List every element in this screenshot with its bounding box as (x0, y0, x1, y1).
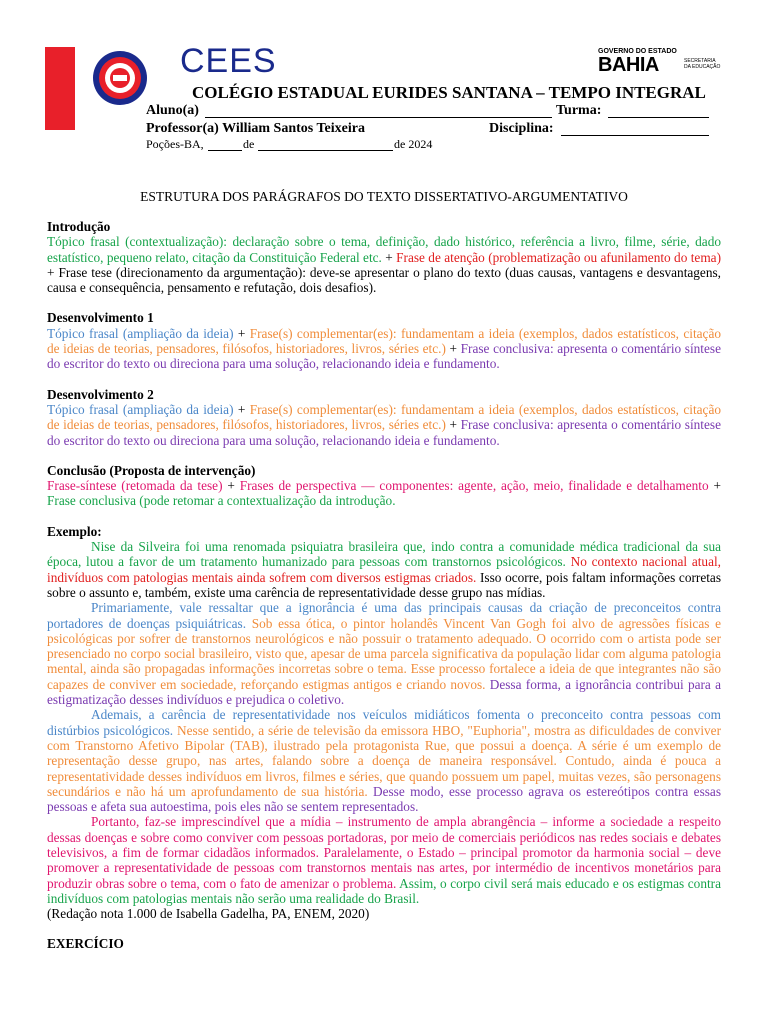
header-red-bar (45, 47, 75, 130)
intro-attention: Frase de atenção (problematização ou afunilamento do tema) (396, 249, 721, 265)
intro-heading: Introdução (47, 219, 111, 234)
dev2-paragraph (47, 402, 721, 448)
disciplina-label: Disciplina: (489, 121, 554, 136)
ex-p3-complement: Nesse sentido, a série de televisão da emissora HBO, "Euphoria", mostra as dificuldades de conviver com Transtorno Afetivo Bipolar (TAB), ilustrado pela protagonista Rue, que possui a doença. A série é um exemplo de representação desse grupo, nas artes, falando sobre a doença de maneira responsável. Contudo, ainda é pouca a representatividade desses indivíduos em livros, filmes e séries, que quando possuem um papel, muitas vezes, são personagens secundários e não há um aprofundamento de sua história. (47, 722, 721, 799)
bahia-government-logo (598, 48, 723, 78)
disciplina-input-line[interactable] (561, 135, 709, 136)
conclusion-paragraph (47, 478, 721, 509)
dev2-conclusive: Frase conclusiva: apresenta o comentário síntese do escritor do texto ou direciona para uma solução, relacionando ideia e fundamento. (47, 417, 721, 448)
secretaria-label (684, 58, 720, 70)
ex-p2-topic: Primariamente, vale ressaltar que a ignorância é uma das principais causas da criação de preconceitos contra portadores de doenças psiquiátricas. (47, 600, 721, 631)
professor-label: Professor(a) William Santos Teixeira (146, 121, 365, 136)
dev2-plus-1: + (233, 401, 250, 417)
ex-p1-contextualization: Nise da Silveira foi uma renomada psiquiatra brasileira que, indo contra a comunidade médica tradicional da sua época, lutou a favor de um tratamento humanizado para pessoas com transtornos psicológicos. (47, 539, 721, 570)
ex-p3-topic: Ademais, a carência de representatividade nos veículos midiáticos fomenta o preconceito contra pessoas com distúrbios psicológicos. (47, 707, 721, 738)
example-paragraph-2 (47, 600, 721, 707)
secretaria-line-1: SECRETARIA (684, 58, 716, 64)
date-year: de 2024 (394, 137, 433, 151)
brand-cees: CEES (180, 42, 277, 80)
conclusion-plus-2: + (708, 478, 721, 494)
intro-paragraph (47, 234, 721, 295)
date-month-line[interactable] (258, 150, 393, 151)
dev1-conclusive: Frase conclusiva: apresenta o comentário síntese do escritor do texto ou direciona para uma solução, relacionando ideia e fundamento. (47, 341, 721, 372)
date-de-1: de (243, 137, 255, 151)
example-paragraph-1 (47, 539, 721, 600)
ex-p3-conclusive: Desse modo, esse processo agrava os estereótipos contra essas pessoas e afeta sua autoestima, pois eles não se sentem representados. (47, 783, 721, 815)
secretaria-line-2: DA EDUCAÇÃO (684, 64, 721, 70)
dev1-paragraph (47, 326, 721, 372)
ex-p2-complement: Sob essa ótica, o pintor holandês Vincent Van Gogh foi alvo de agressões físicas e psicológicas por sofrer de transtornos neurológicos e não possuir o tratamento adequado. O ocorrido com o artista pode ser presenciado no corpo social brasileiro, visto que, apesar de uma parcela significativa da população lidar com alguma patologia mental, ainda são propagadas informações incorretas sobre o tema. Esse processo fortalece a ideia de que integrantes não são capazes de conviver em sociedade, reforçando estigmas antigos e criando novos. (47, 615, 721, 692)
dev2-heading: Desenvolvimento 2 (47, 386, 154, 402)
conclusion-synthesis: Frase-síntese (retomada da tese) (47, 478, 223, 494)
ex-p2-conclusive: Dessa forma, a ignorância contribui para a estigmatização desses indivíduos e prejudica o coletivo. (47, 676, 722, 708)
example-paragraph-3 (47, 707, 721, 814)
turma-input-line[interactable] (608, 117, 709, 118)
intro-thesis: Frase tese (direcionamento da argumentação): deve-se apresentar o plano do texto (duas causas, vantagens e desvantagens, causa e consequência, pensamento e refutação, dois desafios). (47, 264, 721, 296)
dev1-complement: Frase(s) complementar(es): fundamentam a ideia (exemplos, dados estatísticos, citação de ideias de teorias, pensadores, filósofos, historiadores, livros, séries etc.) (47, 325, 722, 357)
exercise-heading: EXERCÍCIO (47, 936, 124, 952)
intro-plus-2: + (47, 264, 59, 280)
example-credit: (Redação nota 1.000 de Isabella Gadelha, PA, ENEM, 2020) (47, 906, 370, 922)
ex-p1-thesis: Isso ocorre, pois faltam informações corretas sobre o assunto e, também, existe uma carência de representatividade desse grupo nas mídias. (47, 569, 722, 600)
aluno-input-line[interactable] (205, 117, 552, 118)
date-prefix: Poções-BA, (146, 137, 204, 151)
bahia-wordmark: BAHIA (598, 54, 659, 76)
aluno-label: Aluno(a) (146, 103, 199, 118)
gov-label: GOVERNO DO ESTADO (598, 48, 677, 55)
intro-topic: Tópico frasal (contextualização): declaração sobre o tema, definição, dado histórico, referência a livro, filme, série, dado estatístico, pequeno relato, citação da Constituição Federal etc. (47, 234, 721, 265)
conclusion-plus-1: + (222, 478, 240, 494)
turma-label: Turma: (556, 103, 602, 118)
school-logo-icon (92, 50, 148, 106)
page-title: ESTRUTURA DOS PARÁGRAFOS DO TEXTO DISSERTATIVO-ARGUMENTATIVO (140, 189, 628, 204)
school-name: COLÉGIO ESTADUAL EURIDES SANTANA – TEMPO INTEGRAL (192, 83, 706, 102)
dev1-topic: Tópico frasal (ampliação da ideia) (47, 325, 234, 341)
conclusion-heading: Conclusão (Proposta de intervenção) (47, 462, 256, 478)
dev2-topic: Tópico frasal (ampliação da ideia) (47, 401, 234, 417)
conclusion-perspective: Frases de perspectiva — componentes: agente, ação, meio, finalidade e detalhamento (239, 478, 709, 494)
document-body (47, 219, 721, 952)
intro-plus-1: + (381, 249, 397, 265)
example-paragraph-4 (47, 814, 721, 906)
example-heading: Exemplo: (47, 523, 102, 539)
dev2-plus-2: + (445, 417, 461, 433)
conclusion-conclusive: Frase conclusiva (pode retomar a contextualização da introdução. (47, 493, 396, 509)
ex-p4-proposal: Portanto, faz-se imprescindível que a mídia – instrumento de ampla abrangência – informe a sociedade a respeito dessas doenças e sobre como conviver com pessoas portadoras, por meio de comerciais periódicos nas redes sociais e debates televisivos, a fim de formar cidadãos informados. Paralelamente, o Estado – principal promotor da harmonia social – deve promover a representatividade de pessoas com transtornos mentais nas artes, por intermédio de incentivos monetários para produzir obras sobre o tema, com o fato de amenizar o problema. (47, 814, 721, 891)
date-day-line[interactable] (208, 150, 242, 151)
ex-p4-conclusive: Assim, o corpo civil será mais educado e os estigmas contra indivíduos com patologias mentais não serão uma realidade do Brasil. (47, 875, 721, 906)
dev2-complement: Frase(s) complementar(es): fundamentam a ideia (exemplos, dados estatísticos, citação de ideias de teorias, pensadores, filósofos, historiadores, livros, séries etc.) (47, 401, 722, 433)
dev1-heading: Desenvolvimento 1 (47, 310, 154, 326)
ex-p1-attention: No contexto nacional atual, indivíduos com patologias mentais ainda sofrem com diversos estigmas criados. (47, 554, 721, 585)
dev1-plus-2: + (445, 341, 461, 357)
dev1-plus-1: + (233, 325, 250, 341)
